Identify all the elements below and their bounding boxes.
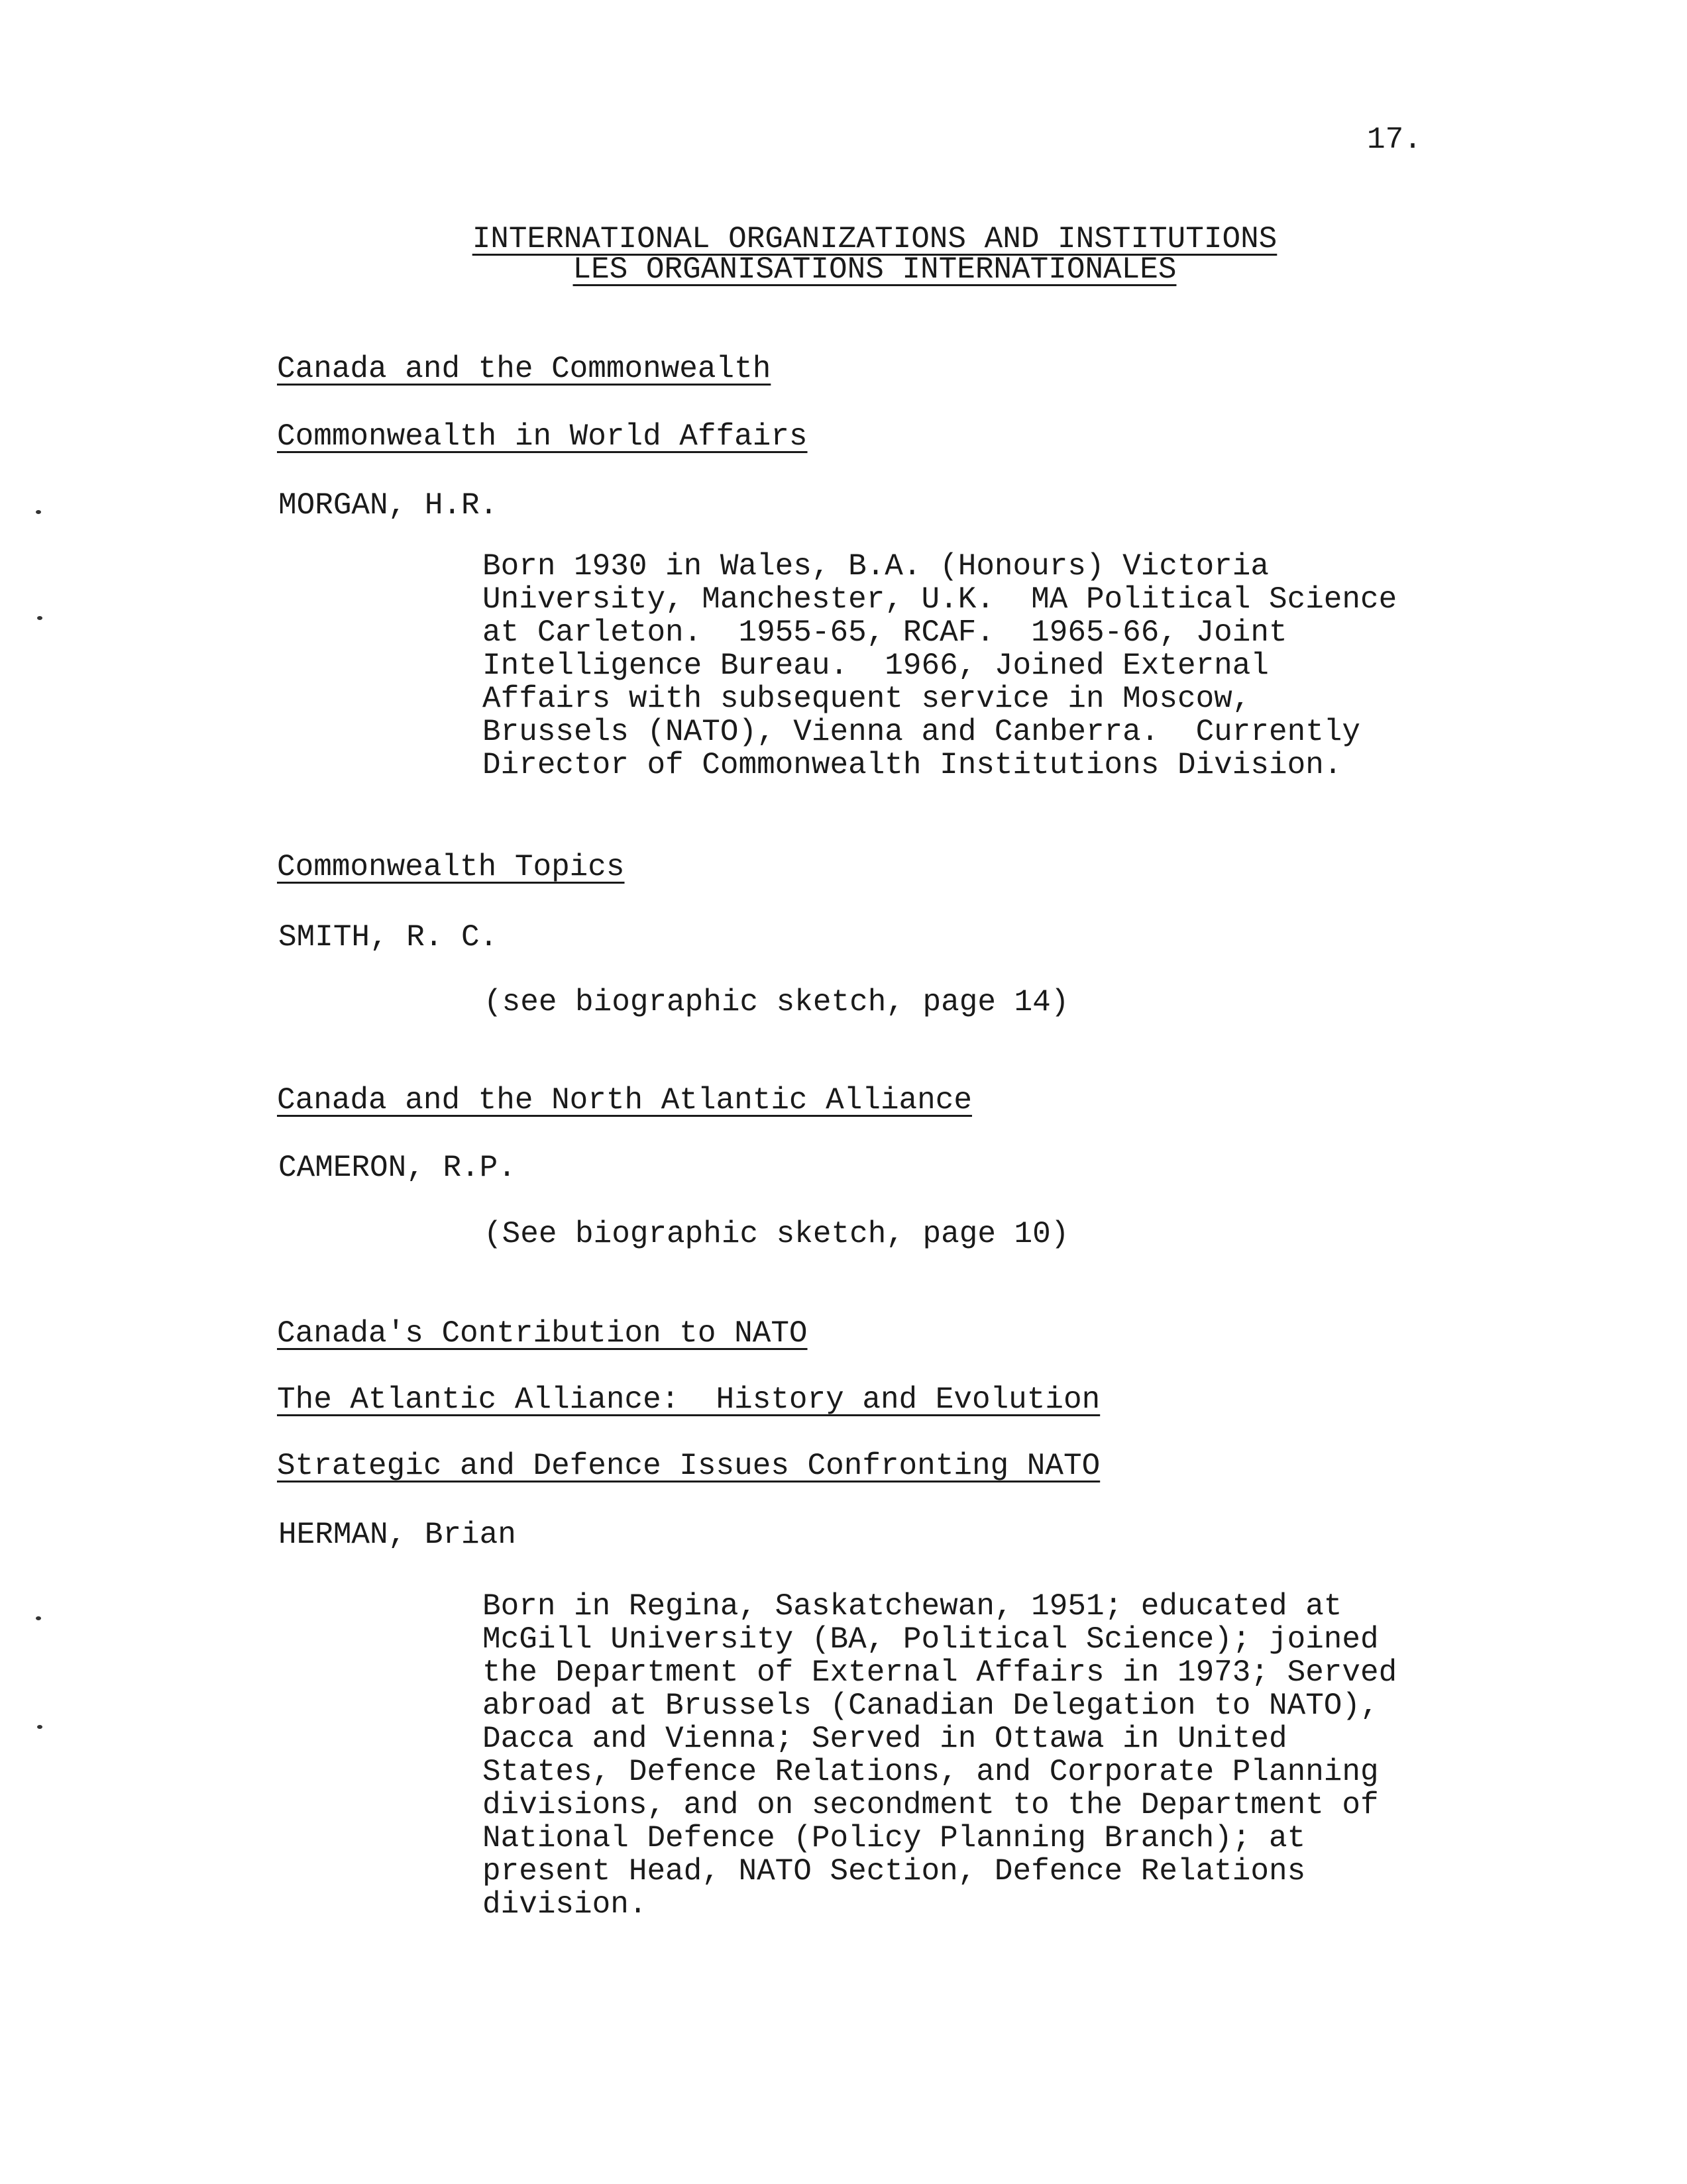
- bio-line: the Department of External Affairs in 1973; Served: [482, 1655, 1397, 1690]
- scan-mark: [36, 510, 41, 514]
- bio-line: Dacca and Vienna; Served in Ottawa in United: [482, 1722, 1287, 1756]
- biography-reference-cameron: (See biographic sketch, page 10): [484, 1217, 1069, 1251]
- scan-mark: [37, 1725, 42, 1729]
- bio-line: Born in Regina, Saskatchewan, 1951; educated at: [482, 1589, 1342, 1624]
- speaker-name-cameron: CAMERON, R.P.: [278, 1151, 516, 1185]
- page-title: INTERNATIONAL ORGANIZATIONS AND INSTITUTIONS: [472, 222, 1278, 256]
- scan-mark: [37, 616, 42, 620]
- page-subtitle: LES ORGANISATIONS INTERNATIONALES: [572, 252, 1177, 287]
- speaker-name-morgan: MORGAN, H.R.: [278, 488, 498, 523]
- bio-line: Director of Commonwealth Institutions Division.: [482, 748, 1342, 782]
- page-number: 17.: [1367, 123, 1422, 157]
- section-heading-strategic-defence-issues: Strategic and Defence Issues Confronting NATO: [277, 1449, 1101, 1483]
- bio-line: States, Defence Relations, and Corporate Planning: [482, 1755, 1379, 1789]
- section-heading-canada-commonwealth: Canada and the Commonwealth: [277, 352, 771, 386]
- speaker-name-smith: SMITH, R. C.: [278, 920, 498, 955]
- bio-line: Brussels (NATO), Vienna and Canberra. Currently: [482, 715, 1361, 749]
- bio-line: Affairs with subsequent service in Moscow,: [482, 682, 1251, 716]
- section-heading-atlantic-alliance-history: The Atlantic Alliance: History and Evolution: [277, 1382, 1101, 1417]
- bio-line: division.: [482, 1887, 647, 1922]
- bio-line: at Carleton. 1955-65, RCAF. 1965-66, Joint: [482, 615, 1287, 650]
- biography-reference-smith: (see biographic sketch, page 14): [484, 985, 1069, 1019]
- bio-line: abroad at Brussels (Canadian Delegation to NATO),: [482, 1689, 1379, 1723]
- section-heading-commonwealth-topics: Commonwealth Topics: [277, 850, 625, 884]
- biography-morgan: [482, 550, 1529, 782]
- section-heading-canada-contribution-nato: Canada's Contribution to NATO: [277, 1316, 808, 1351]
- bio-line: McGill University (BA, Political Science); joined: [482, 1622, 1379, 1657]
- bio-line: Intelligence Bureau. 1966, Joined External: [482, 649, 1269, 683]
- bio-line: University, Manchester, U.K. MA Political Science: [482, 582, 1397, 617]
- biography-herman: [482, 1590, 1529, 1921]
- bio-line: present Head, NATO Section, Defence Relations: [482, 1854, 1306, 1889]
- bio-line: divisions, and on secondment to the Department of: [482, 1788, 1379, 1822]
- bio-line: Born 1930 in Wales, B.A. (Honours) Victoria: [482, 549, 1269, 584]
- section-heading-commonwealth-world-affairs: Commonwealth in World Affairs: [277, 419, 808, 454]
- bio-line: National Defence (Policy Planning Branch); at: [482, 1821, 1306, 1855]
- speaker-name-herman: HERMAN, Brian: [278, 1518, 516, 1552]
- scan-mark: [36, 1616, 41, 1620]
- section-heading-north-atlantic-alliance: Canada and the North Atlantic Alliance: [277, 1083, 972, 1118]
